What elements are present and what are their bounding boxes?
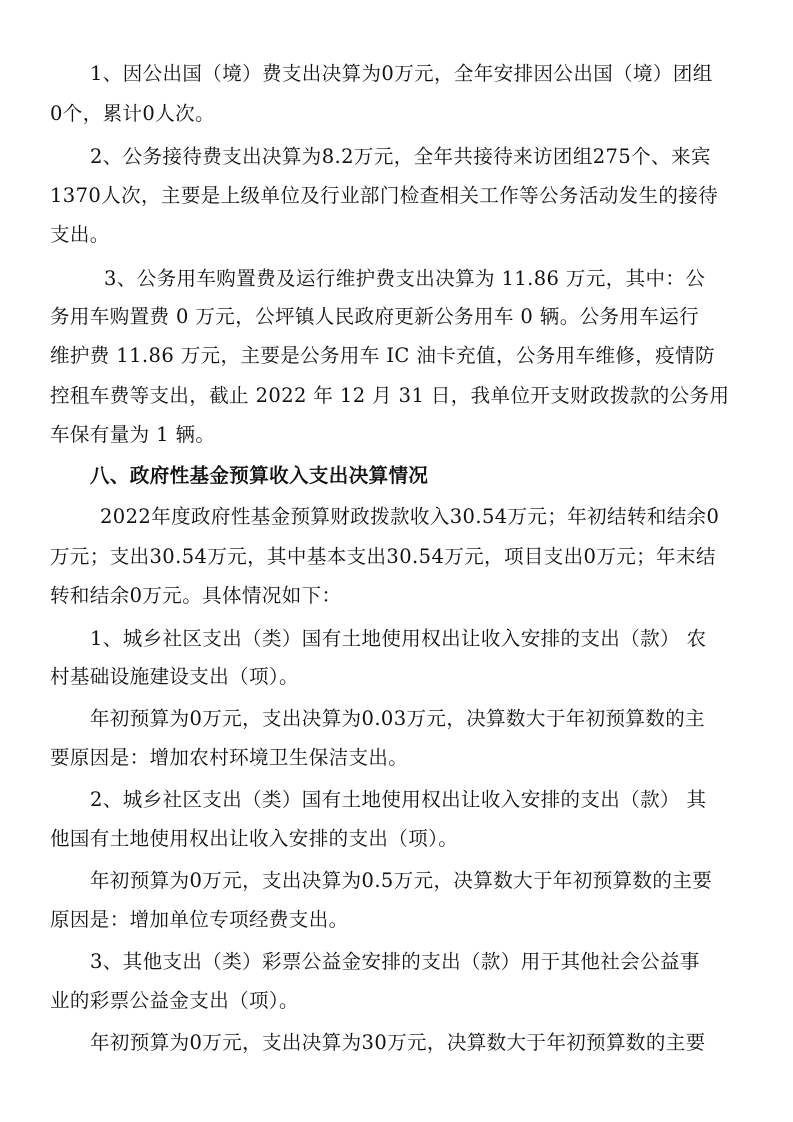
paragraph-line: 1、城乡社区支出（类）国有土地使用权出让收入安排的支出（款） 农 [90, 627, 707, 650]
paragraph-line: 村基础设施建设支出（项）。 [50, 665, 299, 688]
paragraph-line: 2、城乡社区支出（类）国有土地使用权出让收入安排的支出（款） 其 [90, 788, 707, 811]
section-heading: 八、政府性基金预算收入支出决算情况 [90, 464, 429, 487]
paragraph-line: 他国有土地使用权出让收入安排的支出（项）。 [50, 827, 459, 850]
paragraph-line: 车保有量为 1 辆。 [50, 423, 216, 446]
paragraph-line: 年初预算为0万元，支出决算为30万元，决算数大于年初预算数的主要 [90, 1031, 706, 1054]
paragraph-line: 0个，累计0人次。 [50, 102, 215, 125]
paragraph-line: 年初预算为0万元，支出决算为0.03万元，决算数大于年初预算数的主 [90, 707, 706, 730]
paragraph-line: 3、其他支出（类）彩票公益金安排的支出（款）用于其他社会公益事 [90, 950, 700, 973]
paragraph-line: 1370人次，主要是上级单位及行业部门检查相关工作等公务活动发生的接待 [50, 184, 719, 207]
paragraph-line: 转和结余0万元。具体情况如下： [50, 584, 342, 607]
paragraph-line: 控租车费等支出，截止 2022 年 12 月 31 日，我单位开支财政拨款的公务用 [50, 384, 730, 407]
paragraph-line: 支出。 [50, 223, 110, 246]
paragraph-line: 务用车购置费 0 万元，公坪镇人民政府更新公务用车 0 辆。公务用车运行 [50, 305, 700, 328]
paragraph-line: 3、公务用车购置费及运行维护费支出决算为 11.86 万元，其中：公 [104, 267, 706, 290]
paragraph-line: 2022年度政府性基金预算财政拨款收入30.54万元；年初结转和结余0 [100, 505, 720, 528]
paragraph-line: 1、因公出国（境）费支出决算为0万元，全年安排因公出国（境）团组 [90, 62, 713, 85]
paragraph-line: 年初预算为0万元，支出决算为0.5万元，决算数大于年初预算数的主要 [90, 869, 713, 892]
paragraph-line: 2、公务接待费支出决算为8.2万元，全年共接待来访团组275个、来宾 [90, 145, 711, 168]
paragraph-line: 万元；支出30.54万元，其中基本支出30.54万元，项目支出0万元；年末结 [50, 545, 716, 568]
paragraph-line: 原因是：增加单位专项经费支出。 [50, 908, 349, 931]
paragraph-line: 业的彩票公益金支出（项）。 [50, 989, 299, 1012]
paragraph-line: 要原因是：增加农村环境卫生保洁支出。 [50, 746, 409, 769]
paragraph-line: 维护费 11.86 万元，主要是公务用车 IC 油卡充值，公务用车维修，疫情防 [50, 344, 715, 367]
